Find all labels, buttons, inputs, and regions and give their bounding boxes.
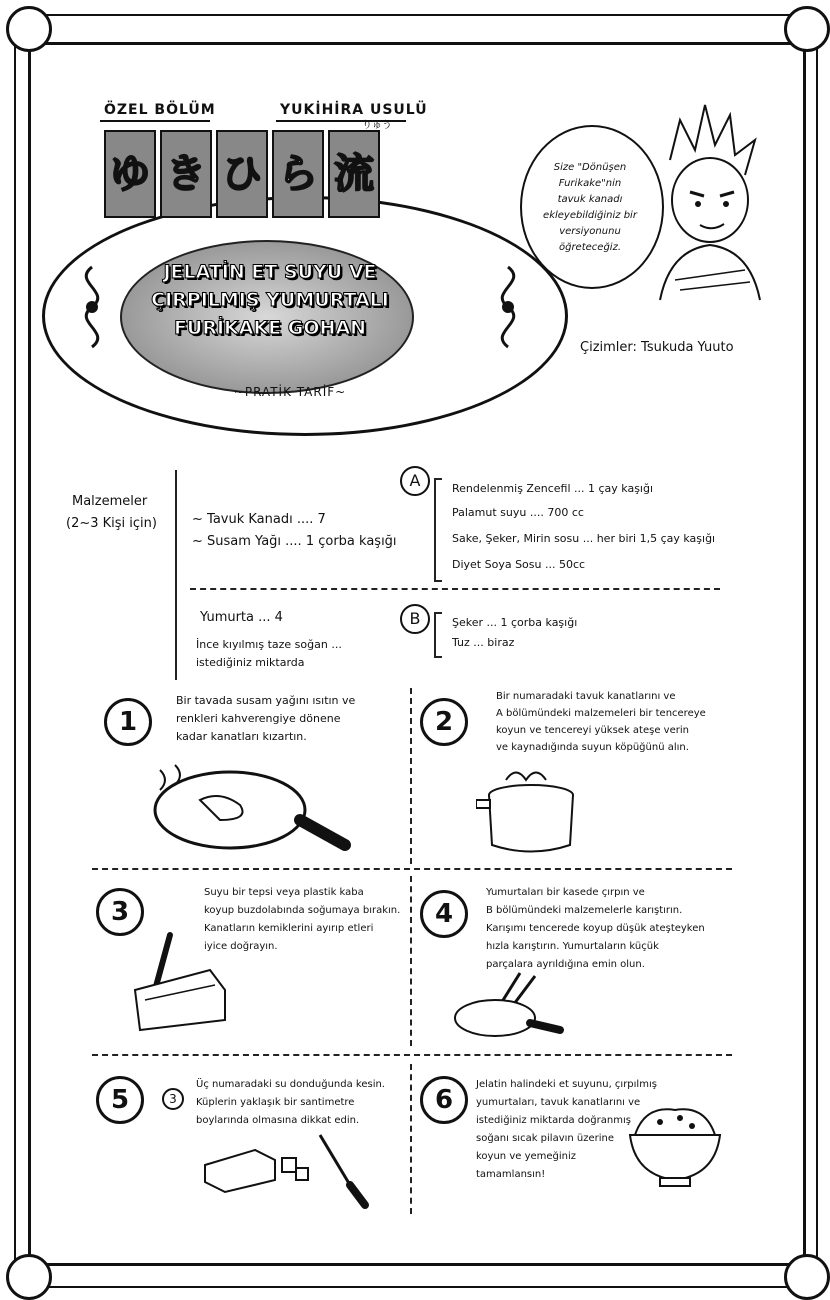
plate-ornament-left: [72, 262, 112, 352]
step-line: yumurtaları, tavuk kanatlarını ve: [476, 1097, 641, 1108]
group-b-bracket: [434, 612, 442, 658]
group-a-badge: A: [400, 466, 430, 496]
step-line: koyun ve tencereyi yüksek ateşe verin: [496, 725, 689, 736]
bubble-line: ekleyebildiğiniz bir: [543, 210, 637, 221]
step-line: renkleri kahverengiye dönene: [176, 712, 341, 725]
section-divider: [190, 588, 720, 590]
step-line: iyice doğrayın.: [204, 941, 278, 952]
illustration-credit: Çizimler: Tsukuda Yuuto: [580, 340, 734, 355]
step-line: Kanatların kemiklerini ayırıp etleri: [204, 923, 374, 934]
bubble-line: Size "Dönüşen: [553, 162, 627, 173]
tray-illustration: [130, 930, 230, 1040]
bubble-line: öğreteceğiz.: [558, 242, 621, 253]
step-divider: [410, 876, 412, 1046]
step-instruction: [176, 692, 355, 746]
corner-ornament: [6, 6, 52, 52]
step-reference-badge: 3: [162, 1088, 184, 1110]
step-line: koyun ve yemeğiniz: [476, 1151, 577, 1162]
dish-subtitle: ~PRATİK TARİF~: [233, 385, 347, 399]
step-line: istediğiniz miktarda doğranmış: [476, 1115, 631, 1126]
step-line: boylarında olmasına dikkat edin.: [196, 1115, 360, 1126]
style-label: YUKİHİRA USULÜ: [280, 102, 428, 118]
step-number: 6: [420, 1076, 468, 1124]
dish-title-line: JELATİN ET SUYU VE: [163, 261, 377, 283]
ingredient-item: ~ Tavuk Kanadı .... 7: [192, 512, 326, 527]
step-line: Üç numaradaki su donduğunda kesin.: [196, 1079, 385, 1090]
step-divider: [410, 1064, 412, 1214]
step-line: soğanı sıcak pilavın üzerine: [476, 1133, 615, 1144]
title-kana: き: [160, 130, 212, 218]
group-a-item: Diyet Soya Sosu ... 50cc: [452, 558, 586, 571]
group-a-item: Palamut suyu .... 700 cc: [452, 506, 584, 519]
title-kana: ひ: [216, 130, 268, 218]
step-divider: [92, 1054, 732, 1056]
chef-illustration: [650, 100, 770, 310]
group-b-item: Şeker ... 1 çorba kaşığı: [452, 616, 578, 629]
group-a-item: Sake, Şeker, Mirin sosu ... her biri 1,5 çay kaşığı: [452, 532, 716, 545]
pot-illustration: [476, 760, 586, 860]
speech-bubble-text: [540, 160, 640, 256]
title-kana: ら: [272, 130, 324, 218]
step-instruction: [486, 884, 705, 974]
step-line: Karışımı tencerede koyup düşük ateşteyken: [486, 923, 705, 934]
cutting-illustration: [200, 1130, 380, 1210]
ingredient-item: Yumurta ... 4: [200, 610, 283, 625]
ingredients-heading: Malzemeler: [72, 494, 148, 509]
bubble-line: Furikake"nin: [558, 178, 622, 189]
ingredient-item: ~ Susam Yağı .... 1 çorba kaşığı: [192, 534, 397, 549]
step-line: kadar kanatları kızartın.: [176, 730, 307, 743]
step-line: B bölümündeki malzemelerle karıştırın.: [486, 905, 683, 916]
step-divider: [410, 688, 412, 864]
step-instruction: [496, 688, 706, 756]
corner-ornament: [784, 6, 830, 52]
step-number: 2: [420, 698, 468, 746]
plate-ornament-right: [488, 262, 528, 352]
divider: [100, 120, 210, 122]
title-kana: 流: [328, 130, 380, 218]
step-divider: [92, 868, 732, 870]
rice-bowl-illustration: [620, 1090, 730, 1200]
dish-title: [140, 258, 400, 342]
step-instruction: [196, 1076, 385, 1130]
step-line: tamamlansın!: [476, 1169, 546, 1180]
bubble-line: tavuk kanadı: [557, 194, 623, 205]
corner-ornament: [784, 1254, 830, 1300]
step-line: Bir tavada susam yağını ısıtın ve: [176, 694, 356, 707]
step-instruction: [204, 884, 400, 956]
step-line: Yumurtaları bir kasede çırpın ve: [486, 887, 645, 898]
ingredients-divider: [175, 470, 177, 680]
bubble-line: versiyonunu: [559, 226, 621, 237]
ingredient-item: istediğiniz miktarda: [196, 656, 305, 669]
step-number: 5: [96, 1076, 144, 1124]
step-line: A bölümündeki malzemeleri bir tencereye: [496, 708, 706, 719]
title-kana: ゆ: [104, 130, 156, 218]
dish-title-line: ÇIRPILMIŞ YUMURTALI: [151, 289, 389, 311]
step-line: Küplerin yaklaşık bir santimetre: [196, 1097, 355, 1108]
ingredient-item: İnce kıyılmış taze soğan ...: [196, 638, 342, 651]
frying-pan-illustration: [140, 760, 360, 860]
step-line: Suyu bir tepsi veya plastik kaba: [204, 887, 364, 898]
mixing-pan-illustration: [450, 968, 570, 1048]
step-line: Jelatin halindeki et suyunu, çırpılmış: [476, 1079, 657, 1090]
step-line: hızla karıştırın. Yumurtaların küçük: [486, 941, 659, 952]
step-line: ve kaynadığında suyun köpüğünü alın.: [496, 742, 689, 753]
special-section-label: ÖZEL BÖLÜM: [104, 102, 216, 118]
group-b-item: Tuz ... biraz: [452, 636, 515, 649]
group-a-bracket: [434, 478, 442, 582]
step-number: 4: [420, 890, 468, 938]
step-line: Bir numaradaki tavuk kanatlarını ve: [496, 691, 676, 702]
corner-ornament: [6, 1254, 52, 1300]
title-ruby: りゅう: [362, 120, 392, 131]
step-line: koyup buzdolabında soğumaya bırakın.: [204, 905, 401, 916]
serving-size: (2~3 Kişi için): [66, 516, 157, 531]
group-b-badge: B: [400, 604, 430, 634]
group-a-item: Rendelenmiş Zencefil ... 1 çay kaşığı: [452, 482, 654, 495]
step-line: parçalara ayrıldığına emin olun.: [486, 959, 645, 970]
dish-title-line: FURİKAKE GOHAN: [173, 317, 367, 339]
step-number: 3: [96, 888, 144, 936]
step-number: 1: [104, 698, 152, 746]
